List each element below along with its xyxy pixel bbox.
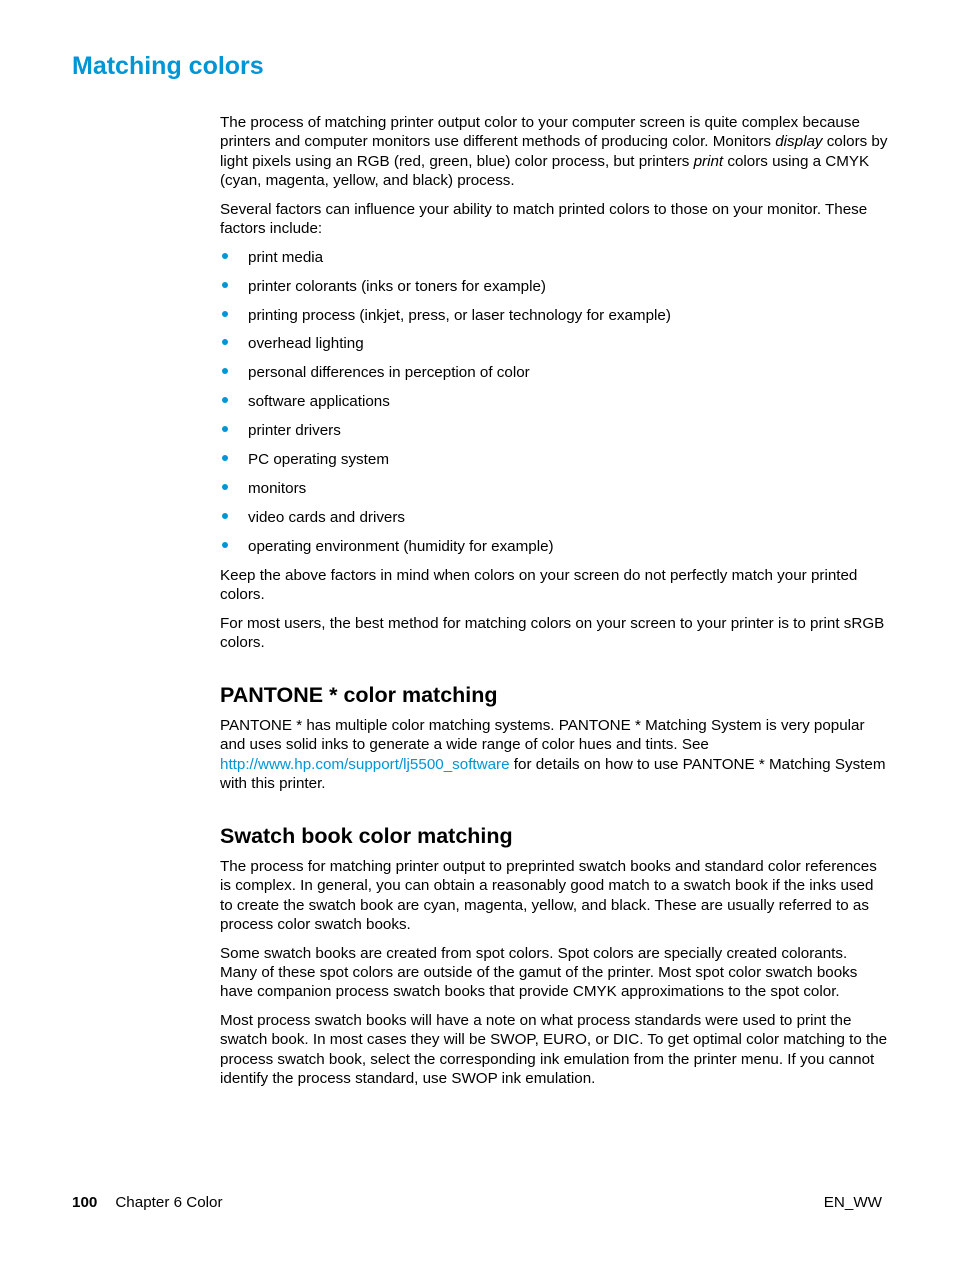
pantone-heading: PANTONE * color matching <box>220 683 498 707</box>
locale-label: EN_WW <box>823 1194 882 1211</box>
list-item <box>220 334 888 353</box>
page-footer <box>72 1194 882 1211</box>
intro-paragraph-2: Several factors can influence your ability to match printed colors to those on your monitor. These factors include: <box>220 200 868 237</box>
list-item <box>220 421 888 440</box>
bullet-icon <box>222 253 228 259</box>
pantone-text: PANTONE * has multiple color matching systems. PANTONE * Matching System is very popular and uses solid inks to generate a wide range of color hues and tints. See <box>220 717 865 754</box>
list-item <box>220 248 888 267</box>
list-item-text: printer colorants (inks or toners for example) <box>248 277 546 295</box>
list-item-text: print media <box>248 248 324 266</box>
page-number: 100 <box>72 1194 98 1211</box>
intro-text: The process of matching printer output color to your computer screen is quite complex because printers and computer monitors use different methods of producing color. Monitors <box>220 114 860 151</box>
list-item <box>220 277 888 296</box>
swatch-paragraph-2: Some swatch books are created from spot colors. Spot colors are specially created colorants. Many of these spot colors are outside of the gamut of the printer. Most spot color swatch books have companion process swatch books that provide CMYK approximations to the spot color. <box>220 944 858 1001</box>
list-item-text: video cards and drivers <box>248 508 406 526</box>
pantone-paragraph <box>220 716 888 793</box>
intro-text: colors using a CMYK (cyan, magenta, yellow, and black) process. <box>220 152 870 189</box>
list-item-text: operating environment (humidity for example) <box>248 537 554 555</box>
intro-emphasis-display: display <box>775 133 823 151</box>
list-item-text: monitors <box>248 479 307 497</box>
bullet-icon <box>222 368 228 374</box>
swatch-heading: Swatch book color matching <box>220 824 513 848</box>
intro-emphasis-print: print <box>693 152 724 170</box>
list-item <box>220 306 888 325</box>
intro-section <box>220 113 888 662</box>
footer-left <box>72 1194 223 1211</box>
list-item-text: printing process (inkjet, press, or laser technology for example) <box>248 306 671 324</box>
bullet-icon <box>222 455 228 461</box>
swatch-paragraph-3: Most process swatch books will have a note on what process standards were used to print the swatch book. In most cases they will be SWOP, EURO, or DIC. To get optimal color matching to the process swatch book, select the corresponding ink emulation from the printer menu. If you cannot identify the process standard, use SWOP ink emulation. <box>220 1012 888 1087</box>
list-item <box>220 508 888 527</box>
list-item-text: PC operating system <box>248 451 389 469</box>
after-list-paragraph-1: Keep the above factors in mind when colors on your screen do not perfectly match your printed colors. <box>220 566 858 603</box>
list-item <box>220 392 888 411</box>
bullet-icon <box>222 311 228 317</box>
pantone-section <box>220 716 888 803</box>
swatch-section <box>220 857 888 1098</box>
page-title: Matching colors <box>72 52 264 80</box>
hp-support-link[interactable]: http://www.hp.com/support/lj5500_software <box>220 755 510 773</box>
bullet-icon <box>222 484 228 490</box>
intro-text: colors by light pixels using an RGB (red, green, blue) color process, but printers <box>220 133 888 170</box>
list-item-text: overhead lighting <box>248 335 364 353</box>
after-list-paragraph-2: For most users, the best method for matching colors on your screen to your printer is to print sRGB colors. <box>220 614 885 651</box>
list-item <box>220 363 888 382</box>
bullet-icon <box>222 513 228 519</box>
list-item-text: personal differences in perception of color <box>248 364 530 382</box>
list-item <box>220 537 888 556</box>
list-item-text: printer drivers <box>248 422 341 440</box>
bullet-icon <box>222 397 228 403</box>
bullet-icon <box>222 542 228 548</box>
chapter-label: Chapter 6 Color <box>115 1194 223 1211</box>
list-item <box>220 479 888 498</box>
list-item-text: software applications <box>248 393 390 411</box>
list-item <box>220 450 888 469</box>
bullet-icon <box>222 282 228 288</box>
intro-paragraph-1 <box>220 113 888 190</box>
bullet-icon <box>222 339 228 345</box>
factors-list <box>220 248 888 556</box>
bullet-icon <box>222 426 228 432</box>
pantone-text: for details on how to use PANTONE * Matching System with this printer. <box>220 755 886 792</box>
swatch-paragraph-1: The process for matching printer output to preprinted swatch books and standard color references is complex. In general, you can obtain a reasonably good match to a swatch book if the inks used to create the swatch book are cyan, magenta, yellow, and black. These are usually referred to as process color swatch books. <box>220 858 877 933</box>
